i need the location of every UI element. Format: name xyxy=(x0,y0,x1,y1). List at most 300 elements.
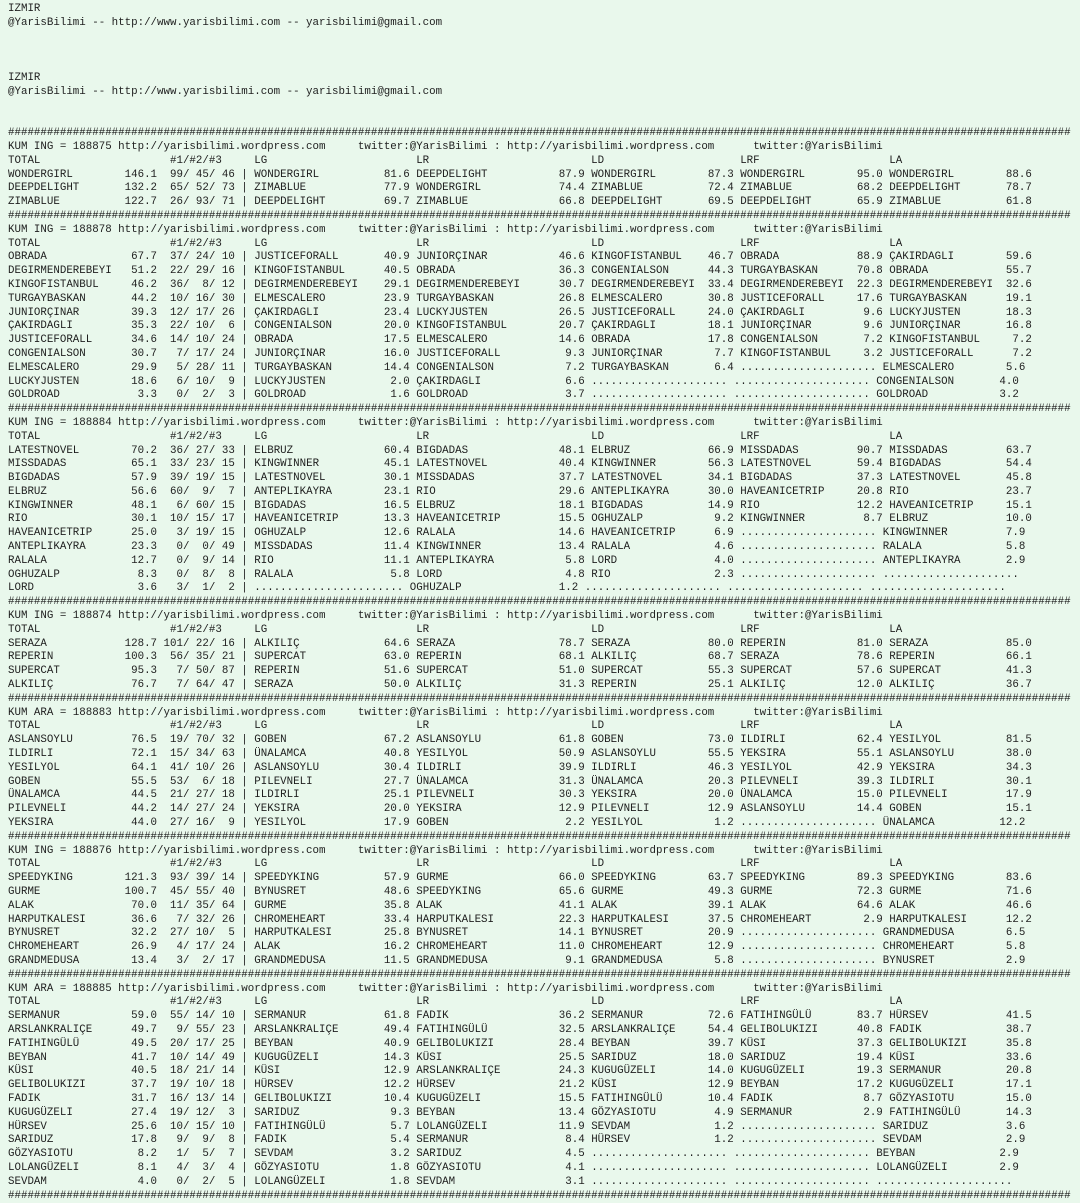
horse-name: JUSTICEFORALL xyxy=(8,334,119,347)
pair-cell: ASLANSOYLU 38.0 xyxy=(889,748,1032,761)
table-row xyxy=(8,513,1080,527)
separator-line xyxy=(8,210,1080,224)
total-value: 59.0 xyxy=(118,1010,158,1023)
twitter-handle: twitter:@YarisBilimi xyxy=(753,416,883,429)
place-counts: 37/ 24/ 10 xyxy=(163,251,235,264)
twitter-handle: twitter:@YarisBilimi xyxy=(357,416,488,429)
pair-cell: ASLANSOYLU 14.4 xyxy=(740,803,890,816)
total-value: 76.7 xyxy=(118,679,158,692)
race-code: KUM ING = 188874 xyxy=(8,610,112,623)
col-pair-label: LG xyxy=(254,623,417,636)
pair-cell: BIGDADAS 14.9 xyxy=(591,499,741,512)
table-row xyxy=(8,458,1080,472)
twitter-handle: twitter:@YarisBilimi xyxy=(357,982,488,995)
pair-cell: LORD 4.8 xyxy=(416,568,592,581)
table-row xyxy=(8,1052,1080,1066)
pair-cell: ELMESCALERO 30.8 xyxy=(591,292,741,305)
place-counts: 22/ 29/ 16 xyxy=(163,265,235,278)
col-total-label: TOTAL xyxy=(8,996,170,1009)
pair-cell: CHROMEHEART 33.4 xyxy=(254,913,417,926)
pair-cell: SERMANUR 20.8 xyxy=(889,1065,1032,1078)
column-divider: | xyxy=(234,334,255,347)
pair-cell: WONDERGIRL 81.6 xyxy=(254,168,417,181)
pair-cell: ELMESCALERO 14.6 xyxy=(416,334,592,347)
column-divider: | xyxy=(234,527,255,540)
pair-cell: ELMESCALERO 5.6 xyxy=(882,361,1026,374)
horse-name: ALKILIÇ xyxy=(8,679,119,692)
pair-cell: GOLDROAD 3.2 xyxy=(876,389,1019,402)
separator-hashes: #################################################################################################################################################################### xyxy=(8,830,1071,843)
column-divider: | xyxy=(234,472,255,485)
horse-name: GOBEN xyxy=(8,775,119,788)
place-counts: 33/ 23/ 15 xyxy=(163,458,235,471)
col-pair-label: LRF xyxy=(740,996,890,1009)
pair-cell: FADIK 5.4 xyxy=(254,1134,417,1147)
pair-cell: RALALA 14.6 xyxy=(416,527,592,540)
place-counts: 4/ 17/ 24 xyxy=(163,941,235,954)
pair-cell: YESILYOL 42.9 xyxy=(740,761,890,774)
place-counts: 10/ 14/ 49 xyxy=(163,1051,235,1064)
pair-cell: RIO 29.6 xyxy=(416,485,592,498)
pair-cell: GURME 66.0 xyxy=(416,872,592,885)
twitter-handle: twitter:@YarisBilimi xyxy=(357,706,488,719)
header-gap xyxy=(714,610,753,622)
pair-cell: JUNIORÇINAR 7.7 xyxy=(591,347,741,360)
pair-cell: SPEEDYKING 83.6 xyxy=(889,872,1032,885)
column-divider: | xyxy=(234,265,255,278)
pair-cell: SUPERCAT 63.0 xyxy=(254,651,417,664)
pair-cell: SERAZA 78.6 xyxy=(740,651,890,664)
place-counts: 27/ 10/ 5 xyxy=(163,927,235,940)
table-row xyxy=(8,389,1080,403)
pair-cell: ÇAKIRDAGLI 9.6 xyxy=(740,306,890,319)
separator-hashes: #################################################################################################################################################################### xyxy=(8,403,1071,416)
table-row xyxy=(8,500,1080,514)
pair-cell: ÜNALAMCA 31.3 xyxy=(416,775,592,788)
pair-cell: HÜRSEV 21.2 xyxy=(416,1079,592,1092)
pair-cell: KUGUGÜZELI 14.3 xyxy=(254,1051,417,1064)
blog-url: http://yarisbilimi.wordpress.com xyxy=(506,610,715,623)
horse-name: ASLANSOYLU xyxy=(8,734,119,747)
horse-name: KINGOFISTANBUL xyxy=(8,278,119,291)
column-divider: | xyxy=(234,1079,255,1092)
pair-cell: BEYBAN 39.7 xyxy=(591,1037,741,1050)
pair-cell: PILEVNELI 17.9 xyxy=(889,789,1032,802)
table-row xyxy=(8,569,1080,583)
total-value: 65.1 xyxy=(118,458,158,471)
total-value: 18.6 xyxy=(118,375,158,388)
col-pair-label: LD xyxy=(591,154,741,167)
pair-cell: ANTEPLIKAYRA 2.9 xyxy=(882,554,1026,567)
horse-name: YEKSIRA xyxy=(8,817,119,830)
col-pair-label: LD xyxy=(591,996,741,1009)
column-divider: | xyxy=(234,444,255,457)
pair-cell: KINGWINNER 45.1 xyxy=(254,458,417,471)
pair-cell-empty: ..................... xyxy=(869,582,1006,595)
pair-cell: KINGOFISTANBUL 40.5 xyxy=(254,265,417,278)
header-gap: : xyxy=(487,610,507,623)
place-counts: 55/ 14/ 10 xyxy=(163,1010,235,1023)
pair-cell: GOBEN 73.0 xyxy=(591,734,741,747)
col-pair-label: LG xyxy=(254,154,417,167)
report-header-line xyxy=(8,845,1080,859)
table-row xyxy=(8,527,1080,541)
horse-name: FADIK xyxy=(8,1092,119,1105)
separator-hashes: #################################################################################################################################################################### xyxy=(8,127,1071,140)
table-row xyxy=(8,182,1080,196)
pair-cell: ANTEPLIKAYRA 30.0 xyxy=(591,485,741,498)
twitter-handle: twitter:@YarisBilimi xyxy=(357,223,488,236)
horse-name: GRANDMEDUSA xyxy=(8,954,119,967)
total-value: 31.7 xyxy=(118,1092,158,1105)
pair-cell: DEGIRMENDEREBEYI 33.4 xyxy=(591,278,741,291)
separator-hashes: #################################################################################################################################################################### xyxy=(8,209,1071,222)
column-divider: | xyxy=(234,347,255,360)
pair-cell: SARIDUZ 3.6 xyxy=(882,1120,1026,1133)
total-value: 146.1 xyxy=(118,168,158,181)
place-counts: 0/ 2/ 5 xyxy=(163,1175,235,1188)
pair-cell: CONGENIALSON 44.3 xyxy=(591,265,741,278)
pair-cell: FATIHINGÜLÜ 83.7 xyxy=(740,1010,890,1023)
pair-cell: ILDIRLI 39.9 xyxy=(416,761,592,774)
column-header-line xyxy=(8,624,1080,638)
column-divider: | xyxy=(234,1120,255,1133)
column-divider: | xyxy=(234,899,255,912)
pair-cell: SARIDUZ 9.3 xyxy=(254,1106,417,1119)
pair-cell: PILEVNELI 30.3 xyxy=(416,789,592,802)
pair-cell: YEKSIRA 20.0 xyxy=(591,789,741,802)
pair-cell: YESILYOL 17.9 xyxy=(254,817,417,830)
place-counts: 10/ 15/ 17 xyxy=(163,513,235,526)
col-pair-label: LG xyxy=(254,996,417,1009)
column-divider: | xyxy=(234,789,255,802)
total-value: 100.3 xyxy=(118,651,158,664)
blog-url: http://yarisbilimi.wordpress.com xyxy=(506,140,715,153)
horse-name: OGHUZALP xyxy=(8,568,119,581)
blog-url: http://yarisbilimi.wordpress.com xyxy=(506,223,715,236)
pair-cell: GOLDROAD 3.7 xyxy=(416,389,592,402)
report-header-line xyxy=(8,417,1080,431)
place-counts: 10/ 16/ 30 xyxy=(163,292,235,305)
pair-cell: MISSDADAS 90.7 xyxy=(740,444,890,457)
pair-cell: BEYBAN 2.9 xyxy=(876,1148,1019,1161)
pair-cell: OBRADA 88.9 xyxy=(740,251,890,264)
pair-cell: LORD 4.0 xyxy=(591,554,741,567)
pair-cell: HARPUTKALESI 12.2 xyxy=(889,913,1032,926)
pair-cell: GURME 72.3 xyxy=(740,886,890,898)
pair-cell: BEYBAN 13.4 xyxy=(416,1106,592,1119)
pair-cell: LATESTNOVEL 59.4 xyxy=(740,458,890,471)
pair-cell: RIO 2.3 xyxy=(591,568,741,581)
horse-name: ARSLANKRALIÇE xyxy=(8,1023,119,1036)
col-pair-label: LRF xyxy=(740,623,890,636)
table-row xyxy=(8,789,1080,803)
table-row xyxy=(8,803,1080,817)
separator-hashes: #################################################################################################################################################################### xyxy=(8,1189,1071,1202)
col-pair-label: LG xyxy=(254,720,417,733)
pair-cell: DEGIRMENDEREBEYI 30.7 xyxy=(416,278,592,291)
table-row xyxy=(8,679,1080,693)
column-header-line xyxy=(8,996,1080,1010)
total-value: 23.3 xyxy=(118,541,158,554)
column-divider: | xyxy=(234,1092,255,1105)
column-divider: | xyxy=(234,954,255,967)
pair-cell: FATIHINGÜLÜ 14.3 xyxy=(889,1106,1032,1119)
col-pair-label: LRF xyxy=(740,430,890,443)
pair-cell: ASLANSOYLU 30.4 xyxy=(254,761,417,774)
pair-cell: DEEPDELIGHT 69.7 xyxy=(254,196,417,209)
pair-cell: ÜNALAMCA 40.8 xyxy=(254,748,417,761)
total-value: 44.5 xyxy=(118,789,158,802)
header-gap: : xyxy=(487,140,507,153)
col-pair-label: LRF xyxy=(740,858,890,871)
place-counts: 7/ 64/ 47 xyxy=(163,679,235,692)
table-row xyxy=(8,541,1080,555)
pair-cell: DEEPDELIGHT 69.5 xyxy=(591,196,741,209)
pair-cell: ALKILIÇ 64.6 xyxy=(254,637,417,650)
pair-cell: SARIDUZ 4.5 xyxy=(416,1148,592,1161)
pair-cell: BEYBAN 40.9 xyxy=(254,1037,417,1050)
total-value: 132.2 xyxy=(118,182,158,195)
pair-cell-empty: ..................... xyxy=(740,568,883,581)
horse-name: SUPERCAT xyxy=(8,665,119,678)
table-row xyxy=(8,955,1080,969)
total-value: 40.5 xyxy=(118,1065,158,1078)
header-gap xyxy=(714,224,753,236)
header-gap: : xyxy=(487,844,507,857)
separator-hashes: #################################################################################################################################################################### xyxy=(8,968,1071,981)
pair-cell: ILDIRLI 62.4 xyxy=(740,734,890,747)
pair-cell: SUPERCAT 57.6 xyxy=(740,665,890,678)
pair-cell: MISSDADAS 63.7 xyxy=(889,444,1032,457)
blog-url: http://yarisbilimi.wordpress.com xyxy=(118,416,326,429)
col-places-label: #1/#2/#3 xyxy=(169,858,255,871)
pair-cell: BYNUSRET 48.6 xyxy=(254,886,417,898)
table-row xyxy=(8,334,1080,348)
header-gap: : xyxy=(487,706,507,719)
column-divider: | xyxy=(234,251,255,264)
pair-cell: YEKSIRA 55.1 xyxy=(740,748,890,761)
separator-line xyxy=(8,403,1080,417)
header-gap xyxy=(326,224,358,236)
column-divider: | xyxy=(234,499,255,512)
pair-cell: GRANDMEDUSA 5.8 xyxy=(591,954,741,967)
race-code: KUM ING = 188878 xyxy=(8,223,112,236)
masthead xyxy=(8,3,1080,127)
horse-name: ELBRUZ xyxy=(8,485,119,498)
pair-cell: GRANDMEDUSA 9.1 xyxy=(416,954,592,967)
horse-name: GELIBOLUKIZI xyxy=(8,1079,119,1092)
total-value: 32.2 xyxy=(118,927,158,940)
table-row xyxy=(8,941,1080,955)
separator-line xyxy=(8,969,1080,983)
table-row xyxy=(8,1038,1080,1052)
horse-name: SARIDUZ xyxy=(8,1134,119,1147)
total-value: 13.4 xyxy=(118,954,158,967)
column-divider: | xyxy=(234,513,255,526)
total-value: 55.5 xyxy=(118,775,158,788)
twitter-handle: twitter:@YarisBilimi xyxy=(753,982,883,995)
pair-cell: FATIHINGÜLÜ 10.4 xyxy=(591,1092,741,1105)
pair-cell-empty: ..................... xyxy=(740,954,883,967)
column-divider: | xyxy=(234,734,255,747)
horse-name: ELMESCALERO xyxy=(8,361,119,374)
pair-cell: SERMANUR 72.6 xyxy=(591,1010,741,1023)
report-header-line xyxy=(8,983,1080,997)
blog-url: http://yarisbilimi.wordpress.com xyxy=(118,706,326,719)
table-row xyxy=(8,1121,1080,1135)
col-pair-label: LA xyxy=(889,154,903,167)
pair-cell-empty: ....................... xyxy=(254,582,410,595)
horse-name: HAVEANICETRIP xyxy=(8,527,119,540)
col-pair-label: LD xyxy=(591,858,741,871)
pair-cell: SEVDAM 2.9 xyxy=(882,1134,1026,1147)
pair-cell: TURGAYBASKAN 19.1 xyxy=(889,292,1032,305)
table-row xyxy=(8,582,1080,596)
pair-cell: ZIMABLUE 61.8 xyxy=(889,196,1032,209)
col-total-label: TOTAL xyxy=(8,858,170,871)
place-counts: 41/ 10/ 26 xyxy=(163,761,235,774)
column-divider: | xyxy=(234,679,255,692)
place-counts: 6/ 60/ 15 xyxy=(163,499,235,512)
pair-cell: KINGOFISTANBUL 46.7 xyxy=(591,251,741,264)
col-pair-label: LR xyxy=(416,858,592,871)
pair-cell: CHROMEHEART 5.8 xyxy=(882,941,1026,954)
pair-cell: YEKSIRA 12.9 xyxy=(416,803,592,816)
pair-cell: MISSDADAS 11.4 xyxy=(254,541,417,554)
blog-url: http://yarisbilimi.wordpress.com xyxy=(118,844,326,857)
horse-name: JUNIORÇINAR xyxy=(8,306,119,319)
pair-cell: JUSTICEFORALL 17.6 xyxy=(740,292,890,305)
pair-cell: LATESTNOVEL 34.1 xyxy=(591,472,741,485)
horse-name: ILDIRLI xyxy=(8,748,119,761)
separator-line xyxy=(8,831,1080,845)
pair-cell-empty: ..................... xyxy=(733,1175,877,1188)
column-divider: | xyxy=(234,665,255,678)
column-divider: | xyxy=(234,1023,255,1036)
col-places-label: #1/#2/#3 xyxy=(169,623,255,636)
pair-cell: REPERIN 81.0 xyxy=(740,637,890,650)
table-row xyxy=(8,1134,1080,1148)
pair-cell: SERAZA 50.0 xyxy=(254,679,417,692)
column-divider: | xyxy=(234,872,255,885)
pair-cell: ELMESCALERO 23.9 xyxy=(254,292,417,305)
table-row xyxy=(8,1024,1080,1038)
pair-cell: PILEVNELI 39.3 xyxy=(740,775,890,788)
column-divider: | xyxy=(234,927,255,940)
col-places-label: #1/#2/#3 xyxy=(169,237,255,250)
pair-cell: SARIDUZ 19.4 xyxy=(740,1051,890,1064)
total-value: 30.7 xyxy=(118,347,158,360)
pair-cell-empty: ..................... xyxy=(591,1161,734,1174)
twitter-handle: twitter:@YarisBilimi xyxy=(753,844,883,857)
pair-cell: KINGOFISTANBUL 3.2 xyxy=(740,347,890,360)
table-row xyxy=(8,472,1080,486)
separator-hashes: #################################################################################################################################################################### xyxy=(8,596,1071,609)
place-counts: 65/ 52/ 73 xyxy=(163,182,235,195)
pair-cell: SERAZA 80.0 xyxy=(591,637,741,650)
table-row xyxy=(8,1162,1080,1176)
pair-cell: REPERIN 25.1 xyxy=(591,679,741,692)
horse-name: WONDERGIRL xyxy=(8,168,119,181)
pair-cell: LOLANGÜZELI 11.9 xyxy=(416,1120,592,1133)
col-total-label: TOTAL xyxy=(8,623,170,636)
place-counts: 56/ 35/ 21 xyxy=(163,651,235,664)
pair-cell: BYNUSRET 2.9 xyxy=(882,954,1026,967)
col-total-label: TOTAL xyxy=(8,154,170,167)
place-counts: 11/ 35/ 64 xyxy=(163,899,235,912)
place-counts: 6/ 10/ 9 xyxy=(163,375,235,388)
table-row xyxy=(8,900,1080,914)
column-divider: | xyxy=(234,485,255,498)
table-row xyxy=(8,734,1080,748)
pair-cell: REPERIN 68.1 xyxy=(416,651,592,664)
pair-cell: SUPERCAT 51.0 xyxy=(416,665,592,678)
pair-cell: SPEEDYKING 65.6 xyxy=(416,886,592,898)
pair-cell: KUGUGÜZELI 15.5 xyxy=(416,1092,592,1105)
total-value: 3.3 xyxy=(118,389,158,402)
pair-cell: HÜRSEV 41.5 xyxy=(889,1010,1032,1023)
pair-cell: LATESTNOVEL 30.1 xyxy=(254,472,417,485)
place-counts: 9/ 55/ 23 xyxy=(163,1023,235,1036)
total-value: 67.7 xyxy=(118,251,158,264)
total-value: 44.2 xyxy=(118,292,158,305)
total-value: 100.7 xyxy=(118,886,158,898)
horse-name: KUGUGÜZELI xyxy=(8,1106,119,1119)
pair-cell: GOBEN 15.1 xyxy=(889,803,1032,816)
pair-cell: TURGAYBASKAN 70.8 xyxy=(740,265,890,278)
horse-name: REPERIN xyxy=(8,651,119,664)
pair-cell-empty: ..................... xyxy=(733,389,877,402)
contact-line: @YarisBilimi -- http://www.yarisbilimi.com -- yarisbilimi@gmail.com xyxy=(8,16,443,29)
column-divider: | xyxy=(234,1106,255,1119)
column-divider: | xyxy=(234,913,255,926)
pair-cell: KINGOFISTANBUL 7.2 xyxy=(889,334,1032,347)
table-row xyxy=(8,886,1080,900)
pair-cell: GELIBOLUKIZI 35.8 xyxy=(889,1037,1032,1050)
blank-line xyxy=(8,113,1080,127)
place-counts: 16/ 13/ 14 xyxy=(163,1092,235,1105)
pair-cell-empty: ..................... xyxy=(740,1120,883,1133)
col-places-label: #1/#2/#3 xyxy=(169,996,255,1009)
pair-cell: SUPERCAT 55.3 xyxy=(591,665,741,678)
pair-cell: ÜNALAMCA 20.3 xyxy=(591,775,741,788)
pair-cell: REPERIN 51.6 xyxy=(254,665,417,678)
column-divider: | xyxy=(234,1065,255,1078)
column-divider: | xyxy=(234,168,255,181)
pair-cell: RIO 23.7 xyxy=(889,485,1032,498)
place-counts: 3/ 19/ 15 xyxy=(163,527,235,540)
place-counts: 7/ 17/ 24 xyxy=(163,347,235,360)
pair-cell-empty: ..................... xyxy=(740,554,883,567)
col-total-label: TOTAL xyxy=(8,430,170,443)
col-places-label: #1/#2/#3 xyxy=(169,430,255,443)
horse-name: GÖZYASIOTU xyxy=(8,1148,119,1161)
place-counts: 0/ 8/ 8 xyxy=(163,568,235,581)
col-pair-label: LD xyxy=(591,720,741,733)
total-value: 8.3 xyxy=(118,568,158,581)
pair-cell-empty: ..................... xyxy=(591,375,734,388)
pair-cell: DEGIRMENDEREBEYI 22.3 xyxy=(740,278,890,291)
total-value: 8.1 xyxy=(118,1161,158,1174)
horse-name: DEGIRMENDEREBEYI xyxy=(8,265,119,278)
column-divider: | xyxy=(234,554,255,567)
place-counts: 45/ 55/ 40 xyxy=(163,886,235,898)
pair-cell: CONGENIALSON 4.0 xyxy=(876,375,1019,388)
horse-name: KINGWINNER xyxy=(8,499,119,512)
place-counts: 4/ 3/ 4 xyxy=(163,1161,235,1174)
pair-cell: BYNUSRET 14.1 xyxy=(416,927,592,940)
